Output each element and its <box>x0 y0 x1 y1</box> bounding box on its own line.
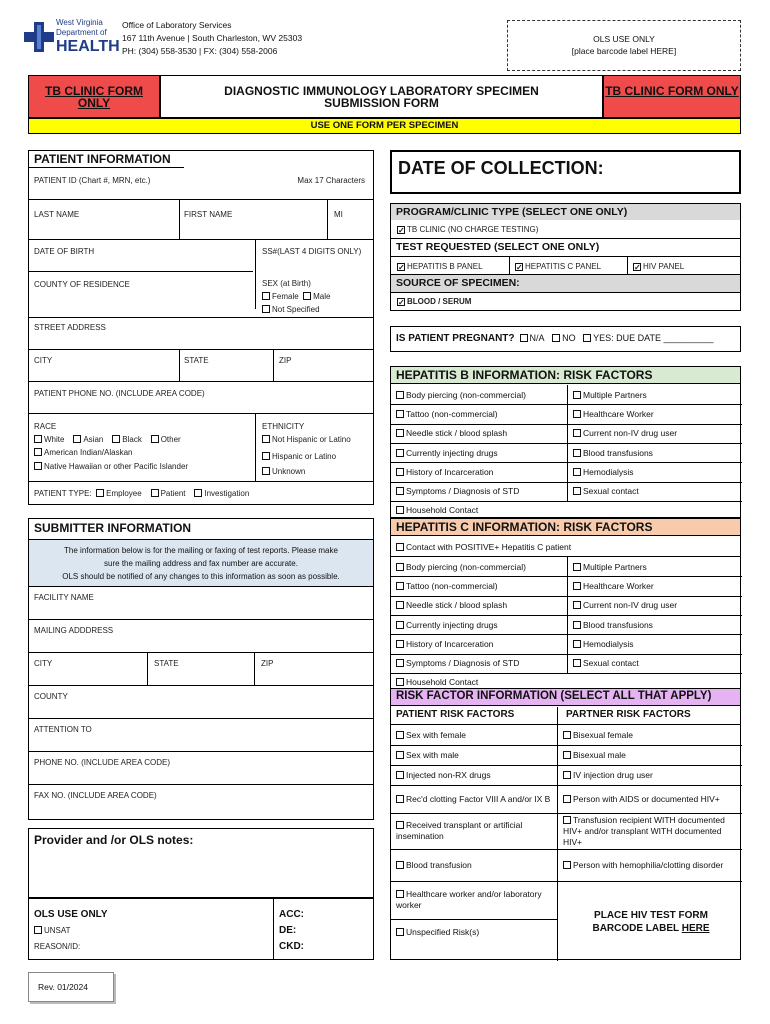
black-checkbox[interactable] <box>112 435 120 443</box>
hepc-right-label: Hemodialysis <box>583 638 634 649</box>
patient-risk-label: Received transplant or artificial insemination <box>396 820 523 841</box>
revision-label: Rev. 01/2024 <box>38 982 88 992</box>
program-section: PROGRAM/CLINIC TYPE (SELECT ONE ONLY) ✓TB CLINIC (NO CHARGE TESTING) TEST REQUESTED (SELECT ONE ONLY) ✓HEPATITIS B PANEL ✓ HEPATITIS C PANEL ✓ HIV PANEL SOURCE OF SPECIMEN: ✓BLOOD / SERUM <box>390 203 741 311</box>
hepb-left-label: Symptoms / Diagnosis of STD <box>406 486 520 497</box>
unknown-ethnicity-checkbox[interactable] <box>262 467 270 475</box>
hepc-left-item[interactable] <box>396 654 519 673</box>
submitter-county-field[interactable]: COUNTY <box>34 692 68 701</box>
office-phone: PH: (304) 558-3530 | FX: (304) 558-2006 <box>122 46 278 56</box>
hepc-left-checkbox[interactable] <box>396 678 404 686</box>
hepc-right-checkbox[interactable] <box>573 563 581 571</box>
hepb-left-checkbox[interactable] <box>396 506 404 514</box>
patient-risk-item[interactable] <box>396 765 554 785</box>
partner-risk-label: Transfusion recipient WITH documented HIV+ and/or transplant WITH documented HIV+ <box>563 814 725 847</box>
pregnant-na-checkbox[interactable] <box>520 334 528 342</box>
hiv-panel-checkbox[interactable] <box>633 263 641 271</box>
hepc-right-item[interactable] <box>573 557 647 576</box>
patient-risk-checkbox[interactable] <box>396 731 404 739</box>
notes-title: Provider and /or OLS notes: <box>34 833 194 847</box>
ckd-field[interactable]: CKD: <box>279 941 304 952</box>
hep-b-panel-checkbox[interactable] <box>397 263 405 271</box>
barcode-label: [place barcode label HERE] <box>571 46 677 56</box>
partner-risk-item[interactable] <box>563 813 739 849</box>
hepc-left-label: Needle stick / blood splash <box>406 600 508 611</box>
submitter-title: SUBMITTER INFORMATION <box>34 521 192 535</box>
hepc-right-checkbox[interactable] <box>573 582 581 590</box>
hepb-right-label: Blood transfusions <box>583 447 653 458</box>
hiv-barcode-area: PLACE HIV TEST FORM BARCODE LABEL HERE <box>592 910 710 934</box>
hepc-right-checkbox[interactable] <box>573 659 581 667</box>
patient-risk-checkbox[interactable] <box>396 861 404 869</box>
hepb-section <box>390 366 741 518</box>
sex-label: SEX (at Birth) <box>262 279 311 288</box>
hepc-contact-checkbox[interactable] <box>396 543 404 551</box>
hepc-right-label: Sexual contact <box>583 658 639 669</box>
tb-clinic-checkbox[interactable] <box>397 226 405 234</box>
hepc-right-item[interactable] <box>573 576 654 595</box>
patient-risk-checkbox[interactable] <box>396 751 404 759</box>
partner-risk-checkbox[interactable] <box>563 731 571 739</box>
hepb-right-label: Current non-IV drug user <box>583 428 678 439</box>
hepb-left-checkbox[interactable] <box>396 429 404 437</box>
investigation-checkbox[interactable] <box>194 489 202 497</box>
patient-type-label: PATIENT TYPE: <box>34 489 92 498</box>
employee-checkbox[interactable] <box>96 489 104 497</box>
hepb-left-checkbox[interactable] <box>396 391 404 399</box>
hepb-right-checkbox[interactable] <box>573 410 581 418</box>
patient-risk-label: Rec'd clotting Factor VIII A and/or IX B <box>406 793 551 804</box>
patient-risk-checkbox[interactable] <box>396 771 404 779</box>
dob-field[interactable]: DATE OF BIRTH <box>34 247 95 256</box>
not-hispanic-checkbox[interactable] <box>262 435 270 443</box>
patient-risk-item[interactable] <box>396 919 554 945</box>
partner-risk-item[interactable] <box>563 725 739 745</box>
hepb-right-item[interactable] <box>573 424 677 443</box>
hepb-left-item[interactable] <box>396 462 493 481</box>
hepc-right-item[interactable] <box>573 634 634 653</box>
revision-box <box>28 972 114 1002</box>
hepc-right-item[interactable] <box>573 596 677 615</box>
partner-risk-checkbox[interactable] <box>563 816 571 824</box>
hepc-right-label: Healthcare Worker <box>583 580 654 591</box>
logo-line2: Department of <box>56 28 107 37</box>
hepb-left-label: History of Incarceration <box>406 466 494 477</box>
hepc-left-item[interactable] <box>396 634 493 653</box>
form-title: DIAGNOSTIC IMMUNOLOGY LABORATORY SPECIMEN SUBMISSION FORM <box>160 75 603 118</box>
hepb-left-checkbox[interactable] <box>396 410 404 418</box>
hepc-left-checkbox[interactable] <box>396 621 404 629</box>
patient-risk-title: PATIENT RISK FACTORS <box>396 709 515 720</box>
american-indian-checkbox[interactable] <box>34 448 42 456</box>
hepc-right-checkbox[interactable] <box>573 621 581 629</box>
hepb-left-label: Household Contact <box>406 505 479 516</box>
hepb-left-item[interactable] <box>396 404 498 423</box>
hepb-right-checkbox[interactable] <box>573 391 581 399</box>
reason-field[interactable]: REASON/ID: <box>34 942 81 951</box>
hepb-left-item[interactable] <box>396 424 507 443</box>
hep-c-panel-checkbox[interactable] <box>515 263 523 271</box>
hepb-left-item[interactable] <box>396 385 526 404</box>
hepc-left-item[interactable] <box>396 615 498 634</box>
hepb-left-checkbox[interactable] <box>396 487 404 495</box>
last-name-field[interactable]: LAST NAME <box>34 210 80 219</box>
hepc-right-item[interactable] <box>573 654 639 673</box>
hepb-left-checkbox[interactable] <box>396 468 404 476</box>
first-name-field[interactable]: FIRST NAME <box>184 210 233 219</box>
submitter-state-field[interactable]: STATE <box>154 659 179 668</box>
mi-field[interactable]: MI <box>334 210 343 219</box>
hepc-right-checkbox[interactable] <box>573 640 581 648</box>
hispanic-checkbox[interactable] <box>262 452 270 460</box>
ssn-field[interactable]: SS#(LAST 4 DIGITS ONLY) <box>262 247 362 256</box>
barcode-box <box>507 20 741 71</box>
pregnancy-row: IS PATIENT PREGNANT? N/A NO YES: DUE DATE __________ <box>390 326 741 352</box>
patient-risk-item[interactable] <box>396 881 554 919</box>
pregnant-label: IS PATIENT PREGNANT? <box>396 333 515 344</box>
hepb-right-label: Healthcare Worker <box>583 408 654 419</box>
submitter-section <box>28 518 374 820</box>
patient-risk-label: Sex with male <box>406 749 459 760</box>
office-address: 167 11th Avenue | South Charleston, WV 25303 <box>122 33 303 43</box>
partner-risk-item[interactable] <box>563 849 739 881</box>
facility-field[interactable]: FACILITY NAME <box>34 593 94 602</box>
logo-line3: HEALTH <box>56 38 120 55</box>
risk-title: RISK FACTOR INFORMATION (SELECT ALL THAT APPLY) <box>391 689 740 706</box>
hepc-right-label: Multiple Partners <box>583 561 647 572</box>
hepb-left-checkbox[interactable] <box>396 449 404 457</box>
hepb-right-checkbox[interactable] <box>573 468 581 476</box>
patient-risk-label: Blood transfusion <box>406 859 472 870</box>
hepb-right-item[interactable] <box>573 482 639 501</box>
patient-type-checkbox[interactable] <box>151 489 159 497</box>
hepb-left-item[interactable] <box>396 482 519 501</box>
hepb-left-label: Currently injecting drugs <box>406 447 498 458</box>
hepc-contact-label: Contact with POSITIVE+ Hepatitis C patient <box>406 542 572 552</box>
one-form-banner: USE ONE FORM PER SPECIMEN <box>28 118 741 134</box>
patient-risk-item[interactable] <box>396 745 554 765</box>
partner-risk-label: Person with AIDS or documented HIV+ <box>573 793 720 804</box>
county-field[interactable]: COUNTY OF RESIDENCE <box>34 280 130 289</box>
hepb-left-label: Needle stick / blood splash <box>406 428 508 439</box>
hepc-left-checkbox[interactable] <box>396 563 404 571</box>
hepb-right-label: Sexual contact <box>583 486 639 497</box>
de-field[interactable]: DE: <box>279 925 297 936</box>
partner-risk-item[interactable] <box>563 785 739 813</box>
asian-checkbox[interactable] <box>73 435 81 443</box>
date-collection-title: DATE OF COLLECTION: <box>398 158 604 178</box>
hepb-left-item[interactable] <box>396 443 498 462</box>
hepc-title: HEPATITIS C INFORMATION: RISK FACTORS <box>391 519 740 536</box>
hepb-right-checkbox[interactable] <box>573 487 581 495</box>
source-title: SOURCE OF SPECIMEN: <box>391 275 740 292</box>
patient-phone-field[interactable]: PATIENT PHONE NO. (INCLUDE AREA CODE) <box>34 389 205 398</box>
hepc-left-item[interactable] <box>396 557 526 576</box>
patient-risk-item[interactable] <box>396 849 554 881</box>
tb-clinic-left: TB CLINIC FORM ONLY <box>28 75 160 118</box>
hepc-left-label: Body piercing (non-commercial) <box>406 561 526 572</box>
partner-risk-label: IV injection drug user <box>573 769 653 780</box>
hepc-section <box>390 518 741 690</box>
ethnicity-label: ETHNICITY <box>262 422 305 431</box>
patient-risk-label: Unspecified Risk(s) <box>406 926 480 937</box>
submitter-city-field[interactable]: CITY <box>34 659 53 668</box>
ols-use-box: OLS USE ONLY UNSAT REASON/ID: ACC: DE: CKD: <box>28 898 374 960</box>
office-name: Office of Laboratory Services <box>122 20 232 30</box>
street-field[interactable]: STREET ADDRESS <box>34 323 106 332</box>
hepc-left-checkbox[interactable] <box>396 582 404 590</box>
hepc-right-item[interactable] <box>573 615 653 634</box>
patient-risk-label: Healthcare worker and/or laboratory worker <box>396 889 542 910</box>
hepc-left-label: Symptoms / Diagnosis of STD <box>406 658 520 669</box>
hepc-left-checkbox[interactable] <box>396 601 404 609</box>
logo-line1: West Virginia <box>56 18 103 27</box>
attention-field[interactable]: ATTENTION TO <box>34 725 92 734</box>
patient-risk-item[interactable] <box>396 785 554 813</box>
patient-info-section: PATIENT INFORMATION PATIENT ID (Chart #, MRN, etc.) Max 17 Characters LAST NAME FIRST NAME MI DATE OF BIRTH SS#(LAST 4 DIGITS ONLY) COUNTY OF RESIDENCE SEX (at Birth) Female Male Not Specified STREET ADDRESS CITY STATE ZIP PATIENT PHONE NO. (INCLUDE AREA CODE) RACE White Asian Black Other American Indian/Alaskan Native Hawaiian or other Pacific Islander ETHNICITY Not Hispanic or Latino Hispanic or Latino Unknown PATIENT TYPE: Employee Patient Investigation <box>28 150 374 505</box>
ols-only-label: OLS USE ONLY <box>34 909 108 920</box>
hepc-right-checkbox[interactable] <box>573 601 581 609</box>
date-collection-box[interactable] <box>390 150 741 194</box>
acc-field[interactable]: ACC: <box>279 909 304 920</box>
ols-use-label: OLS USE ONLY <box>593 34 655 44</box>
patient-id-field[interactable]: PATIENT ID (Chart #, MRN, etc.) <box>34 176 151 185</box>
partner-risk-checkbox[interactable] <box>563 861 571 869</box>
zip-field[interactable]: ZIP <box>279 356 292 365</box>
hepb-left-label: Body piercing (non-commercial) <box>406 389 526 400</box>
other-race-checkbox[interactable] <box>151 435 159 443</box>
cross-logo-icon <box>24 22 54 52</box>
hepc-left-item[interactable] <box>396 596 507 615</box>
tb-clinic-right: TB CLINIC FORM ONLY <box>603 75 741 118</box>
risk-section <box>390 688 741 960</box>
mailing-field[interactable]: MAILING ADDDRESS <box>34 626 114 635</box>
patient-risk-label: Sex with female <box>406 729 466 740</box>
max-chars-note: Max 17 Characters <box>297 176 365 185</box>
wv-health-logo <box>24 18 120 60</box>
hepc-right-label: Blood transfusions <box>583 619 653 630</box>
blood-serum-checkbox[interactable] <box>397 298 405 306</box>
submitter-zip-field[interactable]: ZIP <box>261 659 274 668</box>
pregnant-yes-checkbox[interactable] <box>583 334 591 342</box>
hepc-left-label: Currently injecting drugs <box>406 619 498 630</box>
partner-risk-label: Person with hemophilia/clotting disorder <box>573 859 724 870</box>
partner-risk-label: Bisexual male <box>573 749 626 760</box>
hepc-right-label: Current non-IV drug user <box>583 600 678 611</box>
male-checkbox[interactable] <box>303 292 311 300</box>
patient-risk-item[interactable] <box>396 813 554 849</box>
partner-risk-label: Bisexual female <box>573 729 634 740</box>
hepb-right-item[interactable] <box>573 385 647 404</box>
patient-info-title: PATIENT INFORMATION <box>34 152 171 166</box>
submitter-note: The information below is for the mailing or faxing of test reports. Please make sure the mailing address and fax number are accurate. OLS should be notified of any changes to this information as soon as possible. <box>29 539 373 587</box>
submitter-phone-field[interactable]: PHONE NO. (INCLUDE AREA CODE) <box>34 758 171 767</box>
patient-risk-item[interactable] <box>396 725 554 745</box>
hepc-left-label: Tattoo (non-commercial) <box>406 580 498 591</box>
program-title: PROGRAM/CLINIC TYPE (SELECT ONE ONLY) <box>391 204 740 220</box>
hepb-title: HEPATITIS B INFORMATION: RISK FACTORS <box>391 367 740 384</box>
test-title: TEST REQUESTED (SELECT ONE ONLY) <box>396 241 600 253</box>
city-field[interactable]: CITY <box>34 356 53 365</box>
patient-risk-checkbox[interactable] <box>396 928 404 936</box>
patient-risk-label: Injected non-RX drugs <box>406 769 491 780</box>
hepb-right-checkbox[interactable] <box>573 429 581 437</box>
state-field[interactable]: STATE <box>184 356 209 365</box>
hepc-left-label: Household Contact <box>406 677 479 688</box>
hepb-right-label: Multiple Partners <box>583 389 647 400</box>
hepc-left-label: History of Incarceration <box>406 638 494 649</box>
patient-risk-checkbox[interactable] <box>396 821 404 829</box>
fax-field[interactable]: FAX NO. (INCLUDE AREA CODE) <box>34 791 157 800</box>
notes-section[interactable] <box>28 828 374 898</box>
pregnant-no-checkbox[interactable] <box>552 334 560 342</box>
hepb-right-item[interactable] <box>573 443 653 462</box>
white-checkbox[interactable] <box>34 435 42 443</box>
race-label: RACE <box>34 422 57 431</box>
not-specified-checkbox[interactable] <box>262 305 270 313</box>
partner-risk-checkbox[interactable] <box>563 795 571 803</box>
hepc-left-checkbox[interactable] <box>396 640 404 648</box>
partner-risk-checkbox[interactable] <box>563 771 571 779</box>
hepb-right-checkbox[interactable] <box>573 449 581 457</box>
partner-risk-item[interactable] <box>563 765 739 785</box>
patient-risk-checkbox[interactable] <box>396 890 404 898</box>
hepb-right-item[interactable] <box>573 462 634 481</box>
hepb-left-label: Tattoo (non-commercial) <box>406 408 498 419</box>
female-checkbox[interactable] <box>262 292 270 300</box>
hepc-left-checkbox[interactable] <box>396 659 404 667</box>
native-hawaiian-checkbox[interactable] <box>34 462 42 470</box>
partner-risk-title: PARTNER RISK FACTORS <box>566 709 691 720</box>
partner-risk-checkbox[interactable] <box>563 751 571 759</box>
unsat-checkbox[interactable] <box>34 926 42 934</box>
patient-risk-checkbox[interactable] <box>396 795 404 803</box>
partner-risk-item[interactable] <box>563 745 739 765</box>
hepc-left-item[interactable] <box>396 576 498 595</box>
hepb-right-item[interactable] <box>573 404 654 423</box>
hepb-right-label: Hemodialysis <box>583 466 634 477</box>
